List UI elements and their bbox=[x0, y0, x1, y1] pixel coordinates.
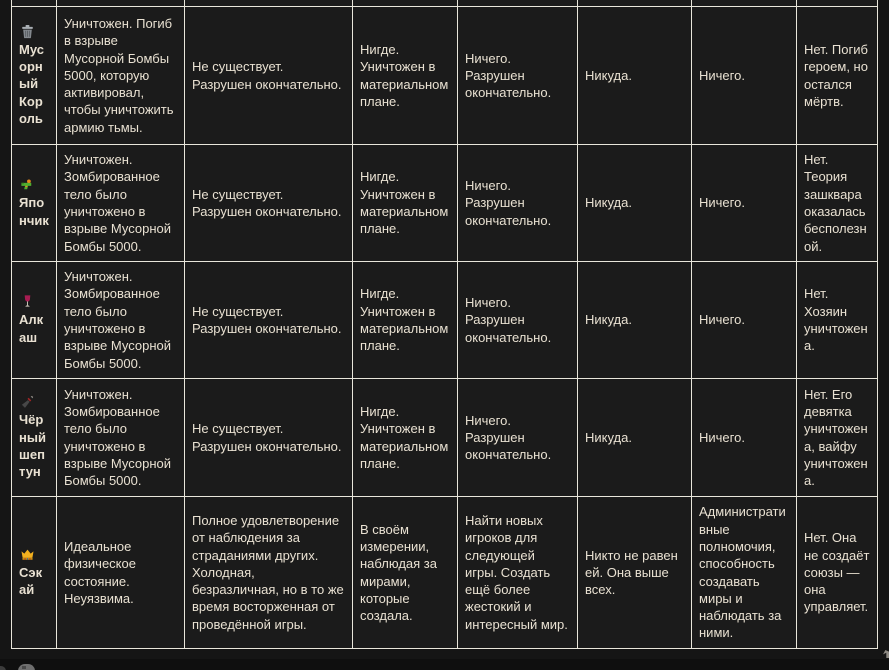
character-name: Сэкай bbox=[19, 564, 43, 597]
status-cell: Нигде. Уничтожен в материальном плане. bbox=[353, 145, 458, 262]
status-cell: Никто не равен ей. Она выше всех. bbox=[578, 497, 692, 649]
status-cell: Никуда. bbox=[578, 262, 692, 379]
status-cell: Полное удовлетворение от наблюдения за страданиями других. Холодная, безразличная, но в то же время восторженная от проведённой игры. bbox=[185, 497, 353, 649]
status-cell: Нет. Теория зашквара оказалась бесполезной. bbox=[797, 145, 878, 262]
character-status-table bbox=[11, 0, 878, 649]
status-cell: Никуда. bbox=[578, 7, 692, 145]
status-cell: Ничего. bbox=[692, 262, 797, 379]
status-cell: Не существует. Разрушен окончательно. bbox=[185, 145, 353, 262]
wine-glass-icon bbox=[20, 294, 35, 309]
status-cell: Ничего. Разрушен окончательно. bbox=[458, 379, 578, 497]
status-cell: Не существует. Разрушен окончательно. bbox=[185, 379, 353, 497]
status-cell: Уничтожен. Зомбированное тело было уничтожено в взрыве Мусорной Бомбы 5000. bbox=[57, 262, 185, 379]
status-cell: Идеальное физическое состояние. Неуязвима. bbox=[57, 497, 185, 649]
character-name-cell bbox=[12, 7, 57, 145]
character-name-cell bbox=[12, 262, 57, 379]
crown-icon bbox=[20, 547, 35, 562]
character-name-cell bbox=[12, 497, 57, 649]
status-cell: Ничего. bbox=[692, 379, 797, 497]
character-name-cell bbox=[12, 379, 57, 497]
status-cell: Ничего. bbox=[692, 145, 797, 262]
status-cell: Нигде. Уничтожен в материальном плане. bbox=[353, 379, 458, 497]
status-cell: Нет. Она не создаёт союзы — она управляет. bbox=[797, 497, 878, 649]
status-cell: Нет. Погиб героем, но остался мёртв. bbox=[797, 7, 878, 145]
status-cell: Уничтожен. Зомбированное тело было уничтожено в взрыве Мусорной Бомбы 5000. bbox=[57, 379, 185, 497]
character-name: Чёрный шептун bbox=[19, 412, 46, 480]
table-row bbox=[12, 262, 878, 379]
partial-glyph-right bbox=[883, 650, 889, 658]
status-cell: Ничего. Разрушен окончательно. bbox=[458, 7, 578, 145]
character-name-cell bbox=[12, 145, 57, 262]
status-cell: Ничего. Разрушен окончательно. bbox=[458, 145, 578, 262]
status-cell: Ничего. Разрушен окончательно. bbox=[458, 262, 578, 379]
status-cell: В своём измерении, наблюдая за мирами, которые создала. bbox=[353, 497, 458, 649]
partial-icon bbox=[18, 664, 35, 670]
status-cell: Нет. Хозяин уничтожена. bbox=[797, 262, 878, 379]
character-name: Япончик bbox=[19, 195, 49, 228]
status-cell: Нигде. Уничтожен в материальном плане. bbox=[353, 7, 458, 145]
status-cell: Найти новых игроков для следующей игры. Создать ещё более жестокий и интересный мир. bbox=[458, 497, 578, 649]
table-row bbox=[12, 145, 878, 262]
status-cell: Нигде. Уничтожен в материальном плане. bbox=[353, 262, 458, 379]
dagger-icon bbox=[20, 394, 35, 409]
status-cell: Не существует. Разрушен окончательно. bbox=[185, 7, 353, 145]
status-cell: Никуда. bbox=[578, 379, 692, 497]
character-name: Алкаш bbox=[19, 312, 44, 345]
table-row bbox=[12, 379, 878, 497]
status-cell: Не существует. Разрушен окончательно. bbox=[185, 262, 353, 379]
table-row bbox=[12, 497, 878, 649]
table-row bbox=[12, 7, 878, 145]
bottom-background-band bbox=[0, 659, 889, 670]
status-cell: Уничтожен. Погиб в взрыве Мусорной Бомбы 5000, которую активировал, чтобы уничтожить армию тьмы. bbox=[57, 7, 185, 145]
status-cell: Ничего. bbox=[692, 7, 797, 145]
status-cell: Уничтожен. Зомбированное тело было уничтожено в взрыве Мусорной Бомбы 5000. bbox=[57, 145, 185, 262]
status-cell: Никуда. bbox=[578, 145, 692, 262]
status-cell: Административные полномочия, способность создавать миры и наблюдать за ними. bbox=[692, 497, 797, 649]
status-cell: Нет. Его девятка уничтожена, вайфу уничтожена. bbox=[797, 379, 878, 497]
water-pistol-icon bbox=[20, 177, 35, 192]
character-name: Мусорный Король bbox=[19, 41, 44, 126]
trash-bin-icon bbox=[20, 24, 35, 39]
